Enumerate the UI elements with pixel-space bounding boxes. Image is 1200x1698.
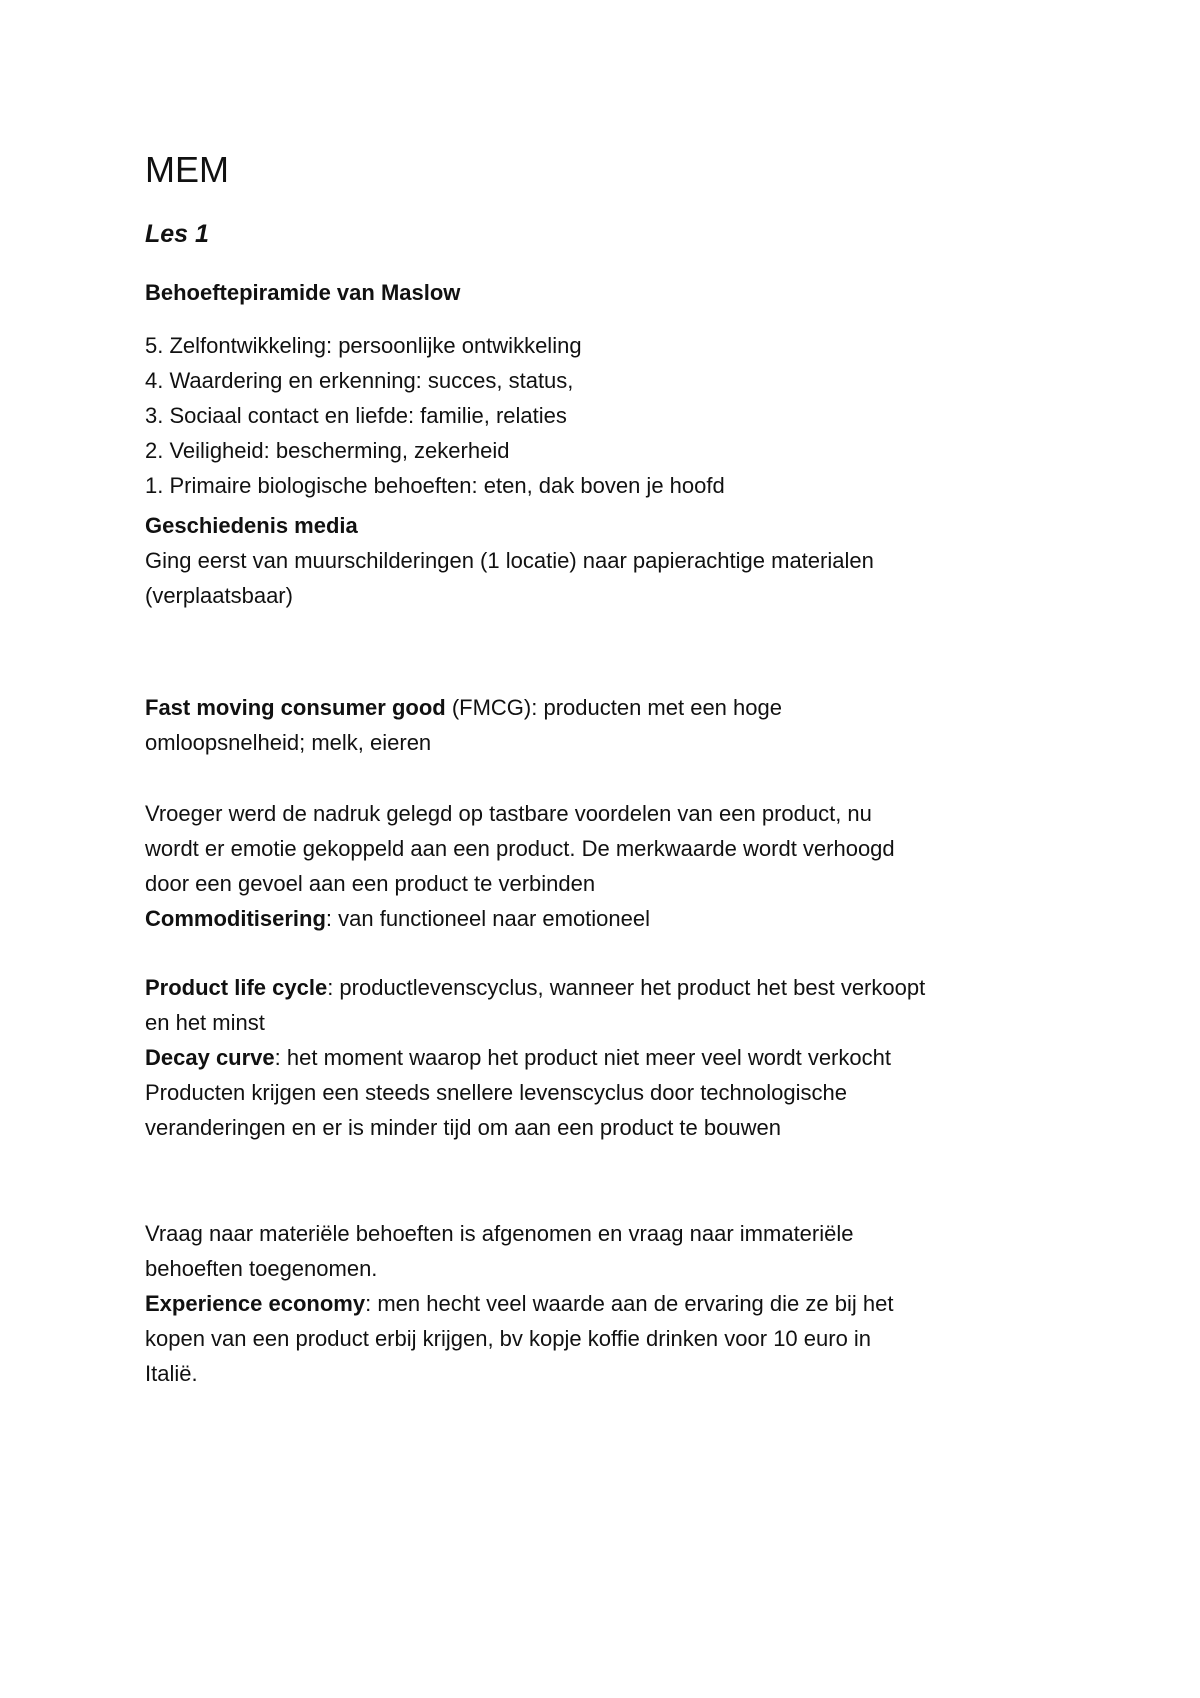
decay-term: Decay curve <box>145 1045 275 1070</box>
maslow-list <box>145 328 725 503</box>
experience-economy-term: Experience economy <box>145 1291 366 1316</box>
experience-section <box>145 1216 1085 1391</box>
experience-line-5: Italië. <box>145 1361 198 1386</box>
document-title: MEM <box>145 149 229 190</box>
emotion-line-3: door een gevoel aan een product te verbinden <box>145 871 596 896</box>
maslow-item-2: 2. Veiligheid: bescherming, zekerheid <box>145 438 510 463</box>
experience-line-1: Vraag naar materiële behoeften is afgenomen en vraag naar immateriële <box>145 1221 854 1246</box>
experience-economy-line <box>145 1286 1085 1321</box>
media-section <box>145 508 1085 613</box>
lifecycle-definition: : productlevenscyclus, wanneer het product het best verkoopt <box>327 975 926 1000</box>
decay-line <box>145 1040 1085 1075</box>
lifecycle-line-4: Producten krijgen een steeds snellere levenscyclus door technologische <box>145 1080 847 1105</box>
fmcg-section <box>145 690 1085 760</box>
lifecycle-line-2: en het minst <box>145 1010 265 1035</box>
experience-line-4: kopen van een product erbij krijgen, bv kopje koffie drinken voor 10 euro in <box>145 1326 872 1351</box>
commoditisering-term: Commoditisering <box>145 906 326 931</box>
maslow-item-5: 5. Zelfontwikkeling: persoonlijke ontwikkeling <box>145 333 582 358</box>
maslow-item-3: 3. Sociaal contact en liefde: familie, relaties <box>145 403 567 428</box>
lifecycle-section <box>145 970 1085 1145</box>
fmcg-line-2: omloopsnelheid; melk, eieren <box>145 730 432 755</box>
experience-line-2: behoeften toegenomen. <box>145 1256 378 1281</box>
media-heading: Geschiedenis media <box>145 513 358 538</box>
experience-economy-definition: : men hecht veel waarde aan de ervaring die ze bij het <box>365 1291 894 1316</box>
lifecycle-line-5: veranderingen en er is minder tijd om aan een product te bouwen <box>145 1115 781 1140</box>
fmcg-term: Fast moving consumer good <box>145 695 446 720</box>
commoditisering-definition: : van functioneel naar emotioneel <box>325 906 651 931</box>
maslow-heading: Behoeftepiramide van Maslow <box>145 280 461 305</box>
fmcg-line-1 <box>145 690 1085 725</box>
lifecycle-line-1 <box>145 970 1085 1005</box>
media-line-2: (verplaatsbaar) <box>145 583 293 608</box>
commoditisering-line <box>145 901 1085 936</box>
lesson-subtitle: Les 1 <box>145 220 209 248</box>
maslow-item-1: 1. Primaire biologische behoeften: eten, dak boven je hoofd <box>145 473 725 498</box>
fmcg-definition: (FMCG): producten met een hoge <box>445 695 782 720</box>
emotion-line-1: Vroeger werd de nadruk gelegd op tastbare voordelen van een product, nu <box>145 801 872 826</box>
emotion-section <box>145 796 1085 936</box>
maslow-item-4: 4. Waardering en erkenning: succes, status, <box>145 368 574 393</box>
media-line-1: Ging eerst van muurschilderingen (1 locatie) naar papierachtige materialen <box>145 548 874 573</box>
emotion-line-2: wordt er emotie gekoppeld aan een product. De merkwaarde wordt verhoogd <box>145 836 895 861</box>
decay-definition: : het moment waarop het product niet meer veel wordt verkocht <box>274 1045 891 1070</box>
lifecycle-term: Product life cycle <box>145 975 328 1000</box>
